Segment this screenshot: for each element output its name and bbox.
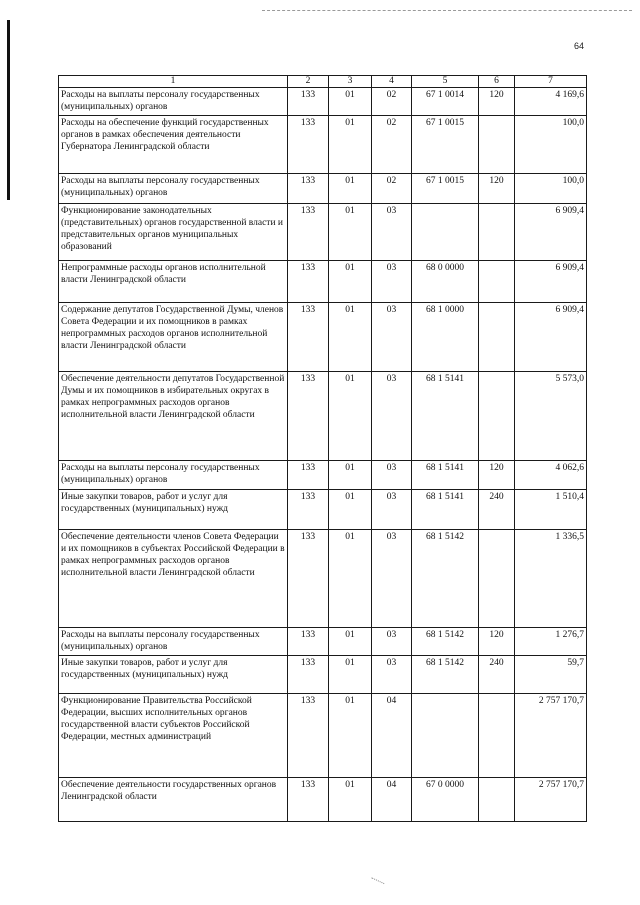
- cell-pr: 03: [372, 628, 412, 656]
- cell-ved: 133: [288, 174, 329, 204]
- table-row: [59, 694, 587, 778]
- cell-vr: 120: [479, 628, 515, 656]
- cell-ved: 133: [288, 261, 329, 303]
- cell-csr: 68 1 5142: [412, 656, 479, 694]
- cell-sum: 6 909,4: [515, 303, 587, 372]
- cell-sum: 5 573,0: [515, 372, 587, 461]
- cell-name: Непрограммные расходы органов исполнительной власти Ленинградской области: [59, 261, 288, 303]
- cell-pr: 02: [372, 116, 412, 174]
- cell-sum: 100,0: [515, 116, 587, 174]
- cell-pr: 02: [372, 88, 412, 116]
- cell-vr: [479, 372, 515, 461]
- cell-name: Функционирование законодательных (представительных) органов государственной власти и представительных органов муниципальных образований: [59, 204, 288, 261]
- cell-vr: [479, 530, 515, 628]
- cell-ved: 133: [288, 530, 329, 628]
- table-row: [59, 174, 587, 204]
- cell-sum: 1 510,4: [515, 490, 587, 530]
- table-row: [59, 261, 587, 303]
- table-row: [59, 778, 587, 822]
- cell-pr: 03: [372, 204, 412, 261]
- table-row: [59, 628, 587, 656]
- cell-ved: 133: [288, 461, 329, 490]
- cell-sum: 2 757 170,7: [515, 694, 587, 778]
- cell-rz: 01: [329, 656, 372, 694]
- cell-sum: 59,7: [515, 656, 587, 694]
- header-col-sum: 7: [515, 76, 587, 88]
- cell-rz: 01: [329, 116, 372, 174]
- cell-name: Расходы на обеспечение функций государственных органов в рамках обеспечения деятельности Губернатора Ленинградской области: [59, 116, 288, 174]
- cell-rz: 01: [329, 530, 372, 628]
- cell-ved: 133: [288, 628, 329, 656]
- cell-ved: 133: [288, 88, 329, 116]
- cell-csr: 68 1 5142: [412, 628, 479, 656]
- cell-vr: 240: [479, 656, 515, 694]
- cell-vr: 120: [479, 174, 515, 204]
- cell-name: Иные закупки товаров, работ и услуг для государственных (муниципальных) нужд: [59, 490, 288, 530]
- budget-table: [58, 75, 587, 822]
- cell-vr: [479, 778, 515, 822]
- cell-name: Расходы на выплаты персоналу государственных (муниципальных) органов: [59, 461, 288, 490]
- cell-ved: 133: [288, 372, 329, 461]
- cell-csr: 68 1 5142: [412, 530, 479, 628]
- table-row: [59, 303, 587, 372]
- table-row: [59, 656, 587, 694]
- cell-csr: [412, 204, 479, 261]
- cell-rz: 01: [329, 204, 372, 261]
- cell-sum: 6 909,4: [515, 261, 587, 303]
- cell-name: Обеспечение деятельности государственных органов Ленинградской области: [59, 778, 288, 822]
- cell-name: Расходы на выплаты персоналу государственных (муниципальных) органов: [59, 628, 288, 656]
- cell-vr: 240: [479, 490, 515, 530]
- cell-csr: 67 1 0014: [412, 88, 479, 116]
- page-number: 64: [574, 41, 585, 51]
- cell-rz: 01: [329, 778, 372, 822]
- header-col-vr: 6: [479, 76, 515, 88]
- cell-rz: 01: [329, 490, 372, 530]
- cell-csr: 67 1 0015: [412, 116, 479, 174]
- header-col-csr: 5: [412, 76, 479, 88]
- cell-sum: 4 169,6: [515, 88, 587, 116]
- cell-sum: 2 757 170,7: [515, 778, 587, 822]
- table-row: [59, 461, 587, 490]
- table-row: [59, 372, 587, 461]
- cell-pr: 03: [372, 656, 412, 694]
- cell-name: Расходы на выплаты персоналу государственных (муниципальных) органов: [59, 174, 288, 204]
- cell-vr: [479, 116, 515, 174]
- cell-csr: 68 1 0000: [412, 303, 479, 372]
- cell-vr: [479, 204, 515, 261]
- cell-vr: [479, 694, 515, 778]
- header-row: [59, 76, 587, 88]
- header-col-name: 1: [59, 76, 288, 88]
- cell-csr: 68 1 5141: [412, 461, 479, 490]
- cell-ved: 133: [288, 116, 329, 174]
- cell-ved: 133: [288, 778, 329, 822]
- cell-ved: 133: [288, 656, 329, 694]
- scan-top-rule: [262, 10, 632, 12]
- cell-rz: 01: [329, 461, 372, 490]
- cell-name: Иные закупки товаров, работ и услуг для государственных (муниципальных) нужд: [59, 656, 288, 694]
- cell-rz: 01: [329, 261, 372, 303]
- cell-ved: 133: [288, 694, 329, 778]
- cell-rz: 01: [329, 303, 372, 372]
- cell-pr: 03: [372, 490, 412, 530]
- cell-name: Расходы на выплаты персоналу государственных (муниципальных) органов: [59, 88, 288, 116]
- header-col-ved: 2: [288, 76, 329, 88]
- cell-pr: 02: [372, 174, 412, 204]
- cell-vr: [479, 303, 515, 372]
- cell-pr: 03: [372, 261, 412, 303]
- cell-csr: 68 1 5141: [412, 490, 479, 530]
- cell-pr: 03: [372, 461, 412, 490]
- header-col-pr: 4: [372, 76, 412, 88]
- cell-csr: 68 0 0000: [412, 261, 479, 303]
- cell-vr: 120: [479, 461, 515, 490]
- cell-ved: 133: [288, 490, 329, 530]
- cell-ved: 133: [288, 303, 329, 372]
- scan-speck-mark: [370, 877, 385, 887]
- table-row: [59, 204, 587, 261]
- scan-edge-mark: [7, 20, 10, 200]
- cell-sum: 6 909,4: [515, 204, 587, 261]
- cell-pr: 03: [372, 530, 412, 628]
- cell-pr: 03: [372, 372, 412, 461]
- header-col-rz: 3: [329, 76, 372, 88]
- table-row: [59, 88, 587, 116]
- cell-ved: 133: [288, 204, 329, 261]
- cell-sum: 4 062,6: [515, 461, 587, 490]
- cell-rz: 01: [329, 628, 372, 656]
- cell-name: Содержание депутатов Государственной Думы, членов Совета Федерации и их помощников в рамках непрограммных расходов органов исполнительной власти Ленинградской области: [59, 303, 288, 372]
- cell-rz: 01: [329, 174, 372, 204]
- cell-csr: 67 0 0000: [412, 778, 479, 822]
- table-row: [59, 116, 587, 174]
- table-row: [59, 530, 587, 628]
- cell-name: Обеспечение деятельности членов Совета Федерации и их помощников в субъектах Российской Федерации в рамках непрограммных расходов органов исполнительной власти Ленинградской области: [59, 530, 288, 628]
- cell-pr: 04: [372, 778, 412, 822]
- cell-name: Обеспечение деятельности депутатов Государственной Думы и их помощников в избирательных округах в рамках непрограммных расходов органов исполнительной власти Ленинградской области: [59, 372, 288, 461]
- cell-rz: 01: [329, 694, 372, 778]
- cell-pr: 03: [372, 303, 412, 372]
- table-row: [59, 490, 587, 530]
- cell-rz: 01: [329, 88, 372, 116]
- cell-name: Функционирование Правительства Российской Федерации, высших исполнительных органов государственной власти субъектов Российской Федерации, местных администраций: [59, 694, 288, 778]
- cell-sum: 100,0: [515, 174, 587, 204]
- cell-vr: [479, 261, 515, 303]
- cell-csr: 67 1 0015: [412, 174, 479, 204]
- cell-csr: [412, 694, 479, 778]
- cell-sum: 1 276,7: [515, 628, 587, 656]
- cell-vr: 120: [479, 88, 515, 116]
- cell-csr: 68 1 5141: [412, 372, 479, 461]
- cell-rz: 01: [329, 372, 372, 461]
- cell-sum: 1 336,5: [515, 530, 587, 628]
- cell-pr: 04: [372, 694, 412, 778]
